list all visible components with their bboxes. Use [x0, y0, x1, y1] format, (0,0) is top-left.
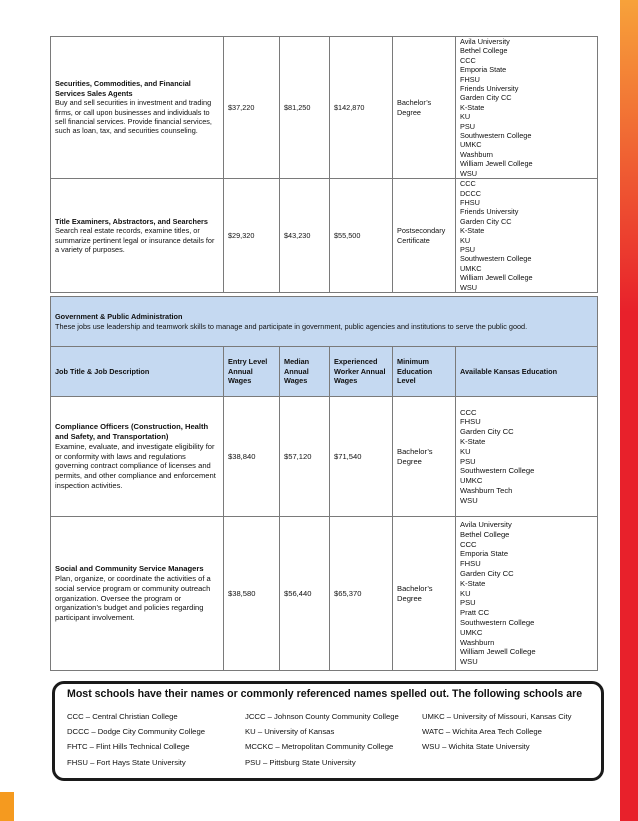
school-list [456, 397, 598, 517]
education-level: Bachelor’s Degree [393, 37, 456, 179]
school-item: KU [460, 588, 471, 598]
school-item: CCC [460, 179, 476, 189]
school-item: Emporia State [460, 65, 507, 75]
school-item: Southwestern College [460, 466, 535, 476]
school-item: UMKC [460, 627, 483, 637]
job-cell [51, 517, 224, 671]
school-item: William Jewell College [460, 273, 533, 283]
school-item: Garden City CC [460, 93, 512, 103]
legend-item: UMKC – University of Missouri, Kansas City [422, 712, 572, 721]
school-item: CCC [460, 55, 476, 65]
school-item: Washburn [460, 149, 493, 159]
job-description: Plan, organize, or coordinate the activities of a social service program or community outreach organization. Oversee the program or organization’s budget and policies regarding participant involvement. [55, 573, 211, 623]
school-item: WSU [460, 282, 478, 292]
school-item: DCCC [460, 188, 482, 198]
school-item: K-State [460, 436, 486, 446]
job-cell [51, 397, 224, 517]
entry-wage: $37,220 [224, 37, 280, 179]
school-item: FHSU [460, 197, 480, 207]
job-cell [51, 179, 224, 293]
school-item: Southwestern College [460, 131, 532, 141]
school-item: Southwestern College [460, 617, 535, 627]
section-title: Government & Public Administration [55, 312, 183, 322]
school-item: K-State [460, 102, 485, 112]
header-experienced: Experienced Worker Annual Wages [330, 347, 393, 397]
legend-column-1 [67, 709, 205, 770]
entry-wage: $38,840 [224, 397, 280, 517]
job-description: Examine, evaluate, and investigate eligibility for or conformity with laws and regulations governing contract compliance of licenses and permits, and other compliance and enforcement inspection activities. [55, 441, 216, 490]
school-item: Washburn Tech [460, 485, 513, 495]
education-level: Bachelor’s Degree [393, 397, 456, 517]
abbreviation-legend [52, 681, 604, 781]
table-row [51, 37, 598, 179]
experienced-wage: $65,370 [330, 517, 393, 671]
school-list [456, 179, 598, 293]
header-median: Median Annual Wages [280, 347, 330, 397]
median-wage: $43,230 [280, 179, 330, 293]
school-item: PSU [460, 598, 476, 608]
school-item: WSU [460, 495, 478, 505]
column-headers [51, 347, 598, 397]
legend-item: KU – University of Kansas [245, 727, 335, 737]
school-item: Friends University [460, 207, 519, 217]
median-wage: $56,440 [280, 517, 330, 671]
school-item: Garden City CC [460, 569, 514, 578]
section-header [51, 297, 598, 347]
school-item: UMKC [460, 476, 483, 486]
government-table [50, 296, 598, 671]
experienced-wage: $71,540 [330, 397, 393, 517]
decorative-corner-band [0, 792, 14, 821]
school-item: CCC [460, 539, 477, 549]
median-wage: $57,120 [280, 397, 330, 517]
school-item: CCC [460, 407, 477, 417]
median-wage: $81,250 [280, 37, 330, 179]
school-item: KU [460, 112, 471, 122]
legend-item: CCC – Central Christian College [67, 712, 178, 721]
occupations-table-top [50, 36, 598, 293]
school-item: Southwestern College [460, 254, 532, 264]
entry-wage: $38,580 [224, 517, 280, 671]
school-item: PSU [460, 121, 476, 131]
school-item: UMKC [460, 263, 482, 273]
school-item: Bethel College [460, 529, 510, 539]
job-title: Securities, Commodities, and Financial Services Sales Agents [55, 79, 191, 98]
job-description: Buy and sell securities in investment and trading firms, or call upon businesses and individuals to sell financial services. Provide financial services, such as loan, tax, and securities counseling. [55, 98, 212, 136]
job-title: Title Examiners, Abstractors, and Searchers [55, 216, 208, 226]
experienced-wage: $142,870 [330, 37, 393, 179]
school-item: Washburn [460, 637, 495, 647]
school-item: William Jewell College [460, 647, 536, 657]
legend-item: DCCC – Dodge City Community College [67, 727, 205, 737]
experienced-wage: $55,500 [330, 179, 393, 293]
school-item: Friends University [460, 84, 519, 94]
school-item: William Jewell College [460, 159, 533, 169]
legend-item: FHSU – Fort Hays State University [67, 757, 186, 767]
school-item: Avila University [460, 520, 512, 530]
school-item: K-State [460, 226, 485, 236]
education-level: Bachelor’s Degree [393, 517, 456, 671]
table-row [51, 179, 598, 293]
table-row [51, 517, 598, 671]
school-item: KU [460, 446, 471, 456]
school-item: KU [460, 235, 471, 245]
legend-item: WSU – Wichita State University [422, 742, 530, 752]
school-list [456, 37, 598, 179]
school-item: FHSU [460, 559, 481, 569]
job-title: Compliance Officers (Construction, Health and Safety, and Transportation) [55, 422, 209, 441]
school-item: Garden City CC [460, 427, 514, 437]
section-cell [51, 297, 598, 347]
school-item: WSU [460, 168, 478, 178]
job-title: Social and Community Service Managers [55, 564, 204, 574]
school-item: WSU [460, 657, 478, 667]
school-item: PSU [460, 244, 476, 254]
school-item: FHSU [460, 417, 481, 427]
decorative-side-band [620, 0, 638, 821]
legend-item: JCCC – Johnson County Community College [245, 712, 399, 721]
school-list [456, 517, 598, 671]
legend-column-2 [245, 709, 399, 770]
section-subtitle: These jobs use leadership and teamwork skills to manage and participate in government, public agencies and institutions to serve the public good. [55, 321, 528, 331]
entry-wage: $29,320 [224, 179, 280, 293]
school-item: Pratt CC [460, 608, 490, 618]
school-item: Emporia State [460, 549, 509, 559]
legend-column-3 [422, 709, 572, 755]
header-job: Job Title & Job Description [51, 347, 224, 397]
header-entry: Entry Level Annual Wages [224, 347, 280, 397]
legend-title: Most schools have their names or commonly referenced names spelled out. The following schools are [67, 688, 583, 700]
legend-item: FHTC – Flint Hills Technical College [67, 742, 190, 752]
school-item: Avila University [460, 37, 510, 46]
education-level: Postsecondary Certificate [393, 179, 456, 293]
school-item: FHSU [460, 74, 480, 84]
legend-item: PSU – Pittsburg State University [245, 757, 356, 767]
school-item: Bethel College [460, 46, 508, 56]
school-item: PSU [460, 456, 476, 466]
job-description: Search real estate records, examine titles, or summarize pertinent legal or insurance details for a variety of purposes. [55, 226, 215, 254]
legend-item: WATC – Wichita Area Tech College [422, 727, 542, 737]
school-item: Garden City CC [460, 216, 512, 226]
legend-item: MCCKC – Metropolitan Community College [245, 742, 394, 752]
table-row [51, 397, 598, 517]
header-schools: Available Kansas Education [456, 347, 598, 397]
school-item: UMKC [460, 140, 482, 150]
job-cell [51, 37, 224, 179]
school-item: K-State [460, 578, 486, 588]
header-education: Minimum Education Level [393, 347, 456, 397]
